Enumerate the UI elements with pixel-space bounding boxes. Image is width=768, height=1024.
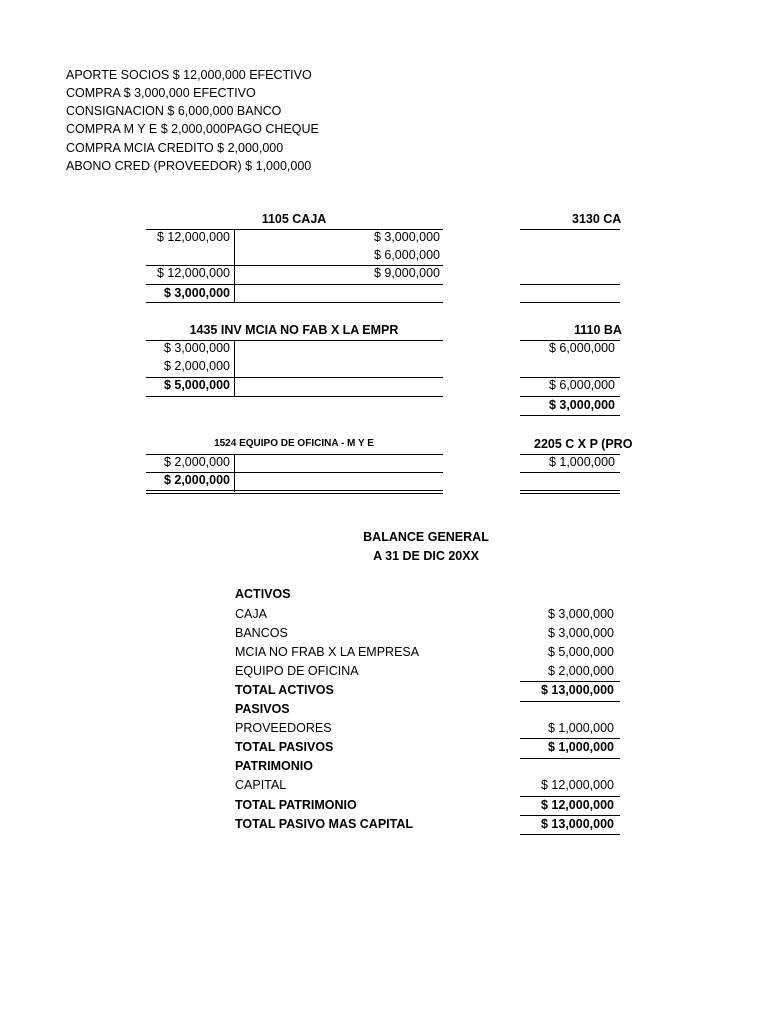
line-value: $ 3,000,000 xyxy=(547,607,614,621)
total-value: $ 13,000,000 xyxy=(541,683,614,697)
total-label: TOTAL PASIVOS xyxy=(235,740,334,754)
balance-title: BALANCE GENERAL xyxy=(363,530,489,544)
total-debit: $ 12,000,000 xyxy=(157,266,230,280)
debit-entry: $ 1,000,000 xyxy=(548,455,615,469)
total-value: $ 13,000,000 xyxy=(541,817,614,831)
account-balance: $ 3,000,000 xyxy=(548,398,615,412)
line-value: $ 1,000,000 xyxy=(547,721,614,735)
debit-entry: $ 12,000,000 xyxy=(157,230,230,244)
line-label: CAJA xyxy=(235,607,267,621)
line-value: $ 2,000,000 xyxy=(547,664,614,678)
transaction-line: ABONO CRED (PROVEEDOR) $ 1,000,000 xyxy=(66,159,312,173)
line-value: $ 3,000,000 xyxy=(547,626,614,640)
credit-entry: $ 3,000,000 xyxy=(373,230,440,244)
section-header: PATRIMONIO xyxy=(235,759,314,773)
transaction-line: COMPRA MCIA CREDITO $ 2,000,000 xyxy=(66,141,284,155)
account-title: 1105 CAJA xyxy=(261,212,327,226)
transaction-line: CONSIGNACION $ 6,000,000 BANCO xyxy=(66,104,282,118)
total-value: $ 1,000,000 xyxy=(547,740,614,754)
section-header: PASIVOS xyxy=(235,702,290,716)
account-title: 1110 BA xyxy=(574,323,622,337)
credit-entry: $ 6,000,000 xyxy=(373,248,440,262)
transaction-line: COMPRA $ 3,000,000 EFECTIVO xyxy=(66,86,256,100)
account-title: 1435 INV MCIA NO FAB X LA EMPR xyxy=(189,323,399,337)
line-label: EQUIPO DE OFICINA xyxy=(235,664,359,678)
line-value: $ 12,000,000 xyxy=(541,778,614,792)
total-value: $ 12,000,000 xyxy=(541,798,614,812)
debit-entry: $ 3,000,000 xyxy=(163,341,230,355)
total-label: TOTAL ACTIVOS xyxy=(235,683,334,697)
account-title: 2205 C X P (PRO xyxy=(534,437,633,451)
total-debit: $ 6,000,000 xyxy=(548,378,615,392)
line-label: MCIA NO FRAB X LA EMPRESA xyxy=(235,645,420,659)
t-account-capital xyxy=(520,205,620,315)
line-label: CAPITAL xyxy=(235,778,287,792)
debit-entry: $ 6,000,000 xyxy=(548,341,615,355)
t-account-bancos xyxy=(520,316,620,420)
total-debit: $ 2,000,000 xyxy=(163,473,230,487)
transaction-line: APORTE SOCIOS $ 12,000,000 EFECTIVO xyxy=(66,68,312,82)
account-title: 1524 EQUIPO DE OFICINA - M Y E xyxy=(214,438,374,449)
t-account-cxp xyxy=(520,430,633,496)
account-title: 3130 CA xyxy=(572,212,622,226)
account-balance: $ 3,000,000 xyxy=(163,286,230,300)
debit-entry: $ 2,000,000 xyxy=(163,455,230,469)
line-value: $ 5,000,000 xyxy=(547,645,614,659)
total-label: TOTAL PATRIMONIO xyxy=(235,798,357,812)
balance-date: A 31 DE DIC 20XX xyxy=(373,549,479,563)
line-label: BANCOS xyxy=(235,626,288,640)
total-label: TOTAL PASIVO MAS CAPITAL xyxy=(235,817,414,831)
section-header: ACTIVOS xyxy=(235,587,291,601)
transaction-line: COMPRA M Y E $ 2,000,000PAGO CHEQUE xyxy=(66,122,319,136)
total-debit: $ 5,000,000 xyxy=(163,378,230,392)
line-label: PROVEEDORES xyxy=(235,721,332,735)
debit-entry: $ 2,000,000 xyxy=(163,359,230,373)
total-credit: $ 9,000,000 xyxy=(373,266,440,280)
